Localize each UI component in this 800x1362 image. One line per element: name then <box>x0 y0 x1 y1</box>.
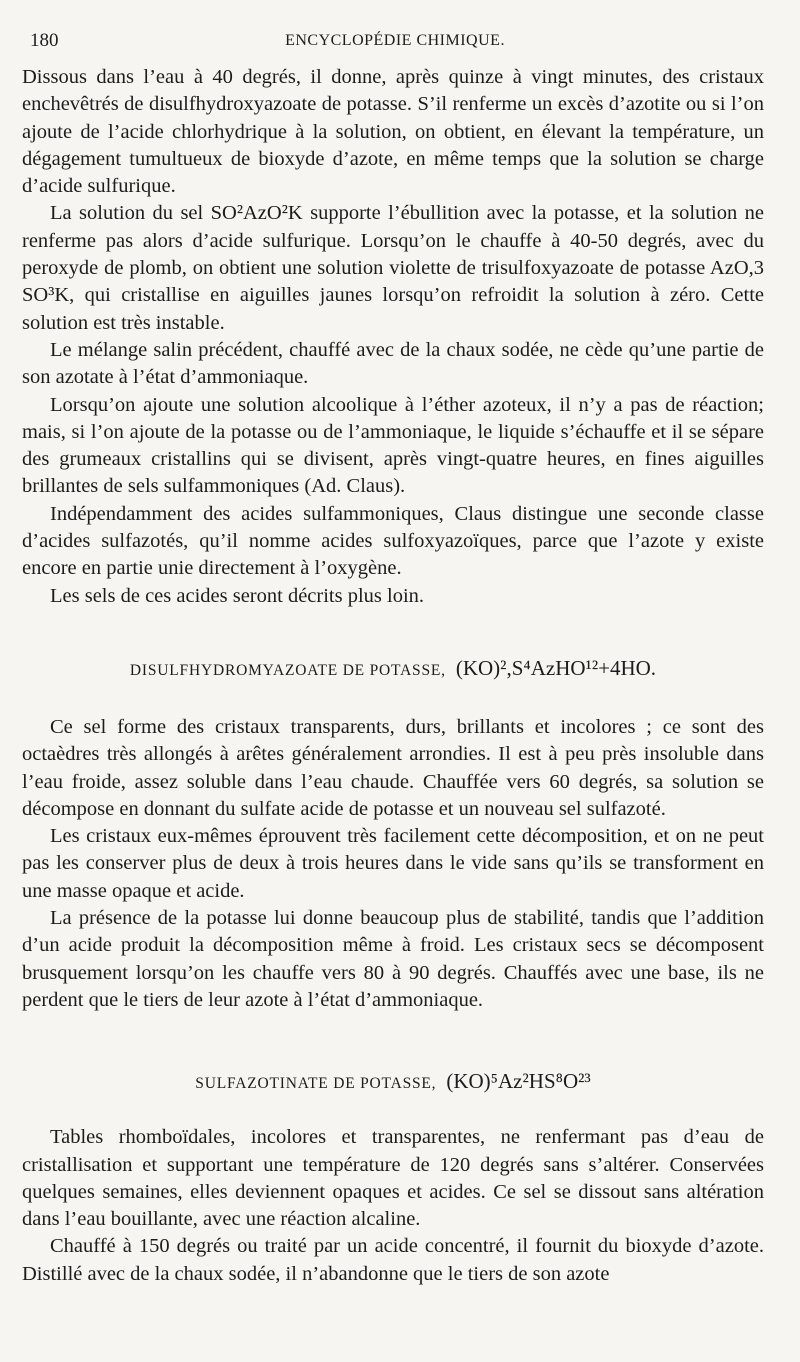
paragraph: La présence de la potasse lui donne beaucoup plus de stabilité, tandis que l’addition d’un acide produit la décomposition même à froid. Les cristaux secs se décomposent brusquement lorsqu’on les chauffe vers 80 à 90 degrés. Chauffés avec une base, ils ne perdent que le tiers de leur azote à l’état d’ammoniaque. <box>22 907 764 1011</box>
running-title: ENCYCLOPÉDIE CHIMIQUE. <box>285 32 505 49</box>
compound-name: SULFAZOTINATE DE POTASSE, <box>195 1075 437 1093</box>
paragraph: Indépendamment des acides sulfammoniques, Claus distingue une seconde classe d’acides sulfazotés, qu’il nomme acides sulfoxyazoïques, parce que l’azote y existe encore en partie unie directement à l’oxygène. <box>22 502 764 580</box>
section-heading <box>22 1069 764 1094</box>
paragraph: Chauffé à 150 degrés ou traité par un acide concentré, il fournit du bioxyde d’azote. Distillé avec de la chaux sodée, il n’abandonne que le tiers de son azote <box>22 1235 764 1285</box>
chemical-formula: (KO)⁵Az²HS⁸O²³ <box>446 1069 591 1094</box>
section-heading <box>22 656 764 681</box>
compound-name: DISULFHYDROMYAZOATE DE POTASSE, <box>129 661 446 679</box>
paragraph: Les cristaux eux-mêmes éprouvent très facilement cette décomposition, et on ne peut pas les conserver plus de deux à trois heures dans le vide sans qu’ils se transforment en une masse opaque et acide. <box>22 825 764 902</box>
paragraph: Ce sel forme des cristaux transparents, durs, brillants et incolores ; ce sont des octaèdres très allongés à arêtes généralement arrondies. Il est à peu près insoluble dans l’eau froide, assez soluble dans l’eau chaude. Chauffée vers 60 degrés, sa solution se décompose en donnant du sulfate acide de potasse et un nouveau sel sulfazoté. <box>22 715 764 820</box>
page-header <box>30 30 760 56</box>
paragraph: La solution du sel SO²AzO²K supporte l’ébullition avec la potasse, et la solution ne renferme pas alors d’acide sulfurique. Lorsqu’on le chauffe à 40-50 degrés, avec du peroxyde de plomb, on obtient une solution violette de trisulfoxyazoate de potasse AzO,3 SO³K, qui cristallise en aiguilles jaunes lorsqu’on refroidit la solution à zéro. Cette solution est très instable. <box>22 202 764 334</box>
paragraph: Dissous dans l’eau à 40 degrés, il donne, après quinze à vingt minutes, des cristaux enchevêtrés de disulfhydroxyazoate de potasse. S’il renferme un excès d’azotite ou si l’on ajoute de l’acide chlorhydrique à la solution, on obtient, en élevant la température, un dégagement tumultueux de bioxyde d’azote, en même temps que la solution se charge d’acide sulfurique. <box>22 66 764 198</box>
chemical-formula: (KO)²,S⁴AzHO¹²+4HO. <box>455 655 657 680</box>
paragraph: Lorsqu’on ajoute une solution alcoolique à l’éther azoteux, il n’y a pas de réaction; mais, si l’on ajoute de la potasse ou de l’ammoniaque, le liquide s’échauffe et il se sépare des grumeaux cristallins qui se divisent, après vingt-quatre heures, en fines aiguilles brillantes de sels sulfammoniques (Ad. Claus). <box>22 393 764 498</box>
paragraph: Les sels de ces acides seront décrits plus loin. <box>50 584 425 607</box>
paragraph: Tables rhomboïdales, incolores et transparentes, ne renfermant pas d’eau de cristallisation et supportant une température de 120 degrés sans s’altérer. Conservées quelques semaines, elles deviennent opaques et acides. Ce sel se dissout sans altération dans l’eau bouillante, avec une réaction alcaline. <box>22 1126 764 1231</box>
page-number: 180 <box>30 30 59 51</box>
paragraph: Le mélange salin précédent, chauffé avec de la chaux sodée, ne cède qu’une partie de son azotate à l’état d’ammoniaque. <box>22 338 764 389</box>
page-body <box>22 64 764 1288</box>
